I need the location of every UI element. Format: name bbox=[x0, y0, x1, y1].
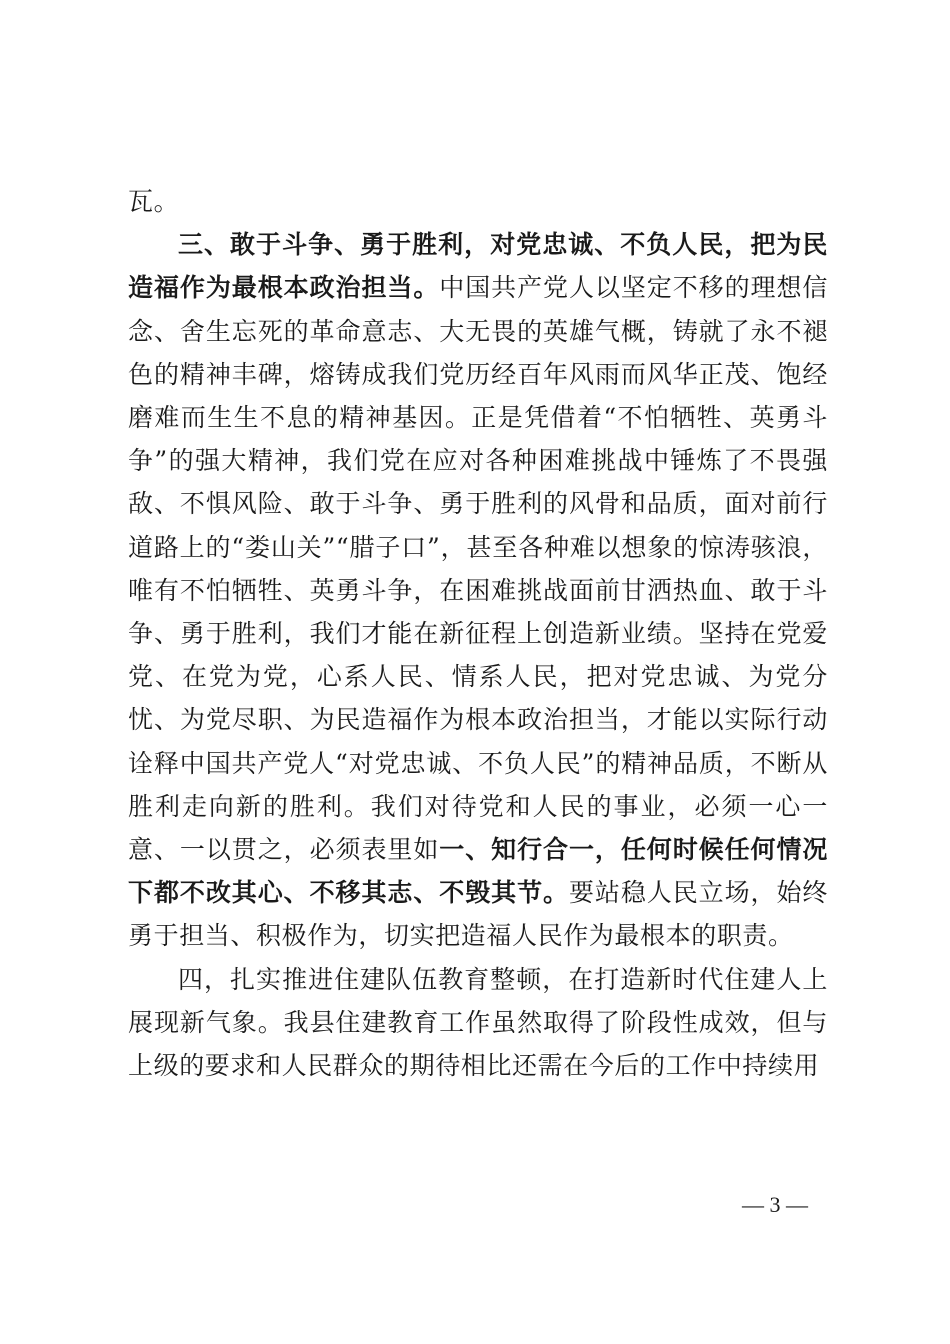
paragraph-1 bbox=[128, 180, 828, 223]
paragraph-2 bbox=[128, 223, 828, 957]
paragraph-2-body: 中国共产党人以坚定不移的理想信念、舍生忘死的革命意志、大无畏的英雄气概，铸就了永不褪色的精神丰碑，熔铸成我们党历经百年风雨而风华正茂、饱经磨难而生生不息的精神基因。正是凭借着“不怕牺牲、英勇斗争”的强大精神，我们党在应对各种困难挑战中锤炼了不畏强敌、不惧风险、敢于斗争、勇于胜利的风骨和品质，面对前行道路上的“娄山关”“腊子口”，甚至各种难以想象的惊涛骇浪，唯有不怕牺牲、英勇斗争，在困难挑战面前甘洒热血、敢于斗争、勇于胜利，我们才能在新征程上创造新业绩。坚持在党爱党、在党为党，心系人民、情系人民，把对党忠诚、为党分忧、为党尽职、为民造福作为根本政治担当，才能以实际行动诠释中国共产党人“对党忠诚、不负人民”的精神品质，不断从胜利走向新的胜利。我们对待党和人民的事业，必须一心一意、一以贯之，必须表里如 bbox=[128, 273, 828, 865]
paragraph-1-text: 瓦。 bbox=[128, 187, 180, 216]
paragraph-2-closing: 要站稳人民立场，始终勇于担当、积极作为，切实把造福人民作为最根本的职责。 bbox=[128, 878, 828, 951]
paragraph-3 bbox=[128, 958, 828, 1088]
paragraph-3-text: 四，扎实推进住建队伍教育整顿，在打造新时代住建人上展现新气象。我县住建教育工作虽然取得了阶段性成效，但与上级的要求和人民群众的期待相比还需在今后的工作中持续用 bbox=[128, 964, 828, 1081]
section-heading-three: 三、敢于斗争、勇于胜利，对党忠诚、不负人民，把为民造福作为最根本政治担当。 bbox=[128, 230, 828, 303]
paragraph-2-bold-emphasis: 一、知行合一，任何时候任何情况下都不改其心、不移其志、不毁其节。 bbox=[128, 835, 828, 908]
page-number: — 3 — bbox=[742, 1192, 808, 1217]
document-body bbox=[128, 180, 828, 1087]
